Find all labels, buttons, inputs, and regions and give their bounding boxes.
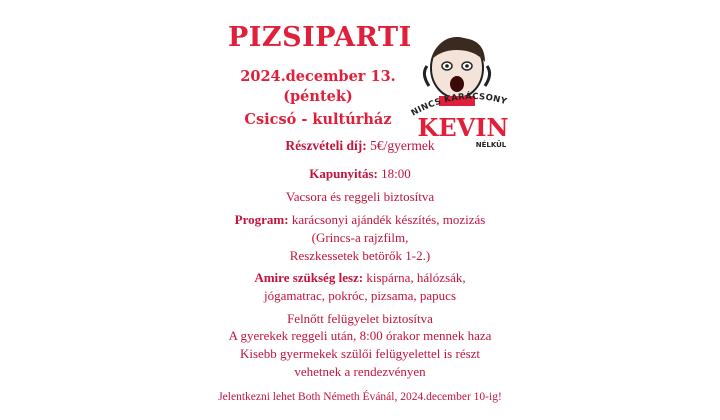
- kevin-movie-logo: [405, 30, 517, 150]
- need-label: Amire szükség lesz:: [254, 270, 364, 285]
- signup-line: Jelentkezni lehet Both Németh Évánál, 2024.december 10-ig!: [218, 391, 502, 403]
- logo-name: KEVIN: [417, 113, 509, 142]
- event-day: (péntek): [283, 88, 353, 105]
- logo-arc-text: NINCS KARÁCSONY: [409, 91, 509, 119]
- need-line-2: jógamatrac, pokróc, pizsama, papucs: [263, 288, 457, 303]
- logo-sub: NÉLKÜL: [475, 141, 507, 149]
- program-label: Program:: [234, 212, 289, 227]
- program-line-2: (Grincs-a rajzfilm,: [311, 230, 409, 245]
- fee-label: Részvételi díj:: [285, 138, 367, 153]
- gates-label: Kapunyitás:: [309, 166, 378, 181]
- fee-value: 5€/gyermek: [366, 138, 435, 153]
- program-line-3: Reszkessetek betörők 1-2.): [289, 248, 431, 263]
- need-value: kispárna, hálózsák,: [363, 270, 466, 285]
- supervision-line-3: Kisebb gyermekek szülői felügyelettel is részt: [239, 346, 481, 361]
- dinner-line: Vacsora és reggeli biztosítva: [285, 189, 435, 204]
- event-venue: Csicsó - kultúrház: [244, 111, 392, 128]
- supervision-line-4: vehetnek a rendezvényen: [294, 364, 426, 379]
- event-date: 2024.december 13.: [240, 68, 396, 85]
- program-value: karácsonyi ajándék készítés, mozizás: [288, 212, 486, 227]
- need-line: [150, 270, 570, 286]
- supervision-line-2: A gyerekek reggeli után, 8:00 órakor mennek haza: [228, 328, 492, 343]
- gates-line: [150, 166, 570, 182]
- poster-title: PIZSIPARTI: [228, 22, 412, 53]
- supervision-line-1: Felnőtt felügyelet biztosítva: [287, 311, 433, 326]
- program-line: [150, 212, 570, 228]
- gates-value: 18:00: [377, 166, 411, 181]
- fee-line: [150, 138, 570, 154]
